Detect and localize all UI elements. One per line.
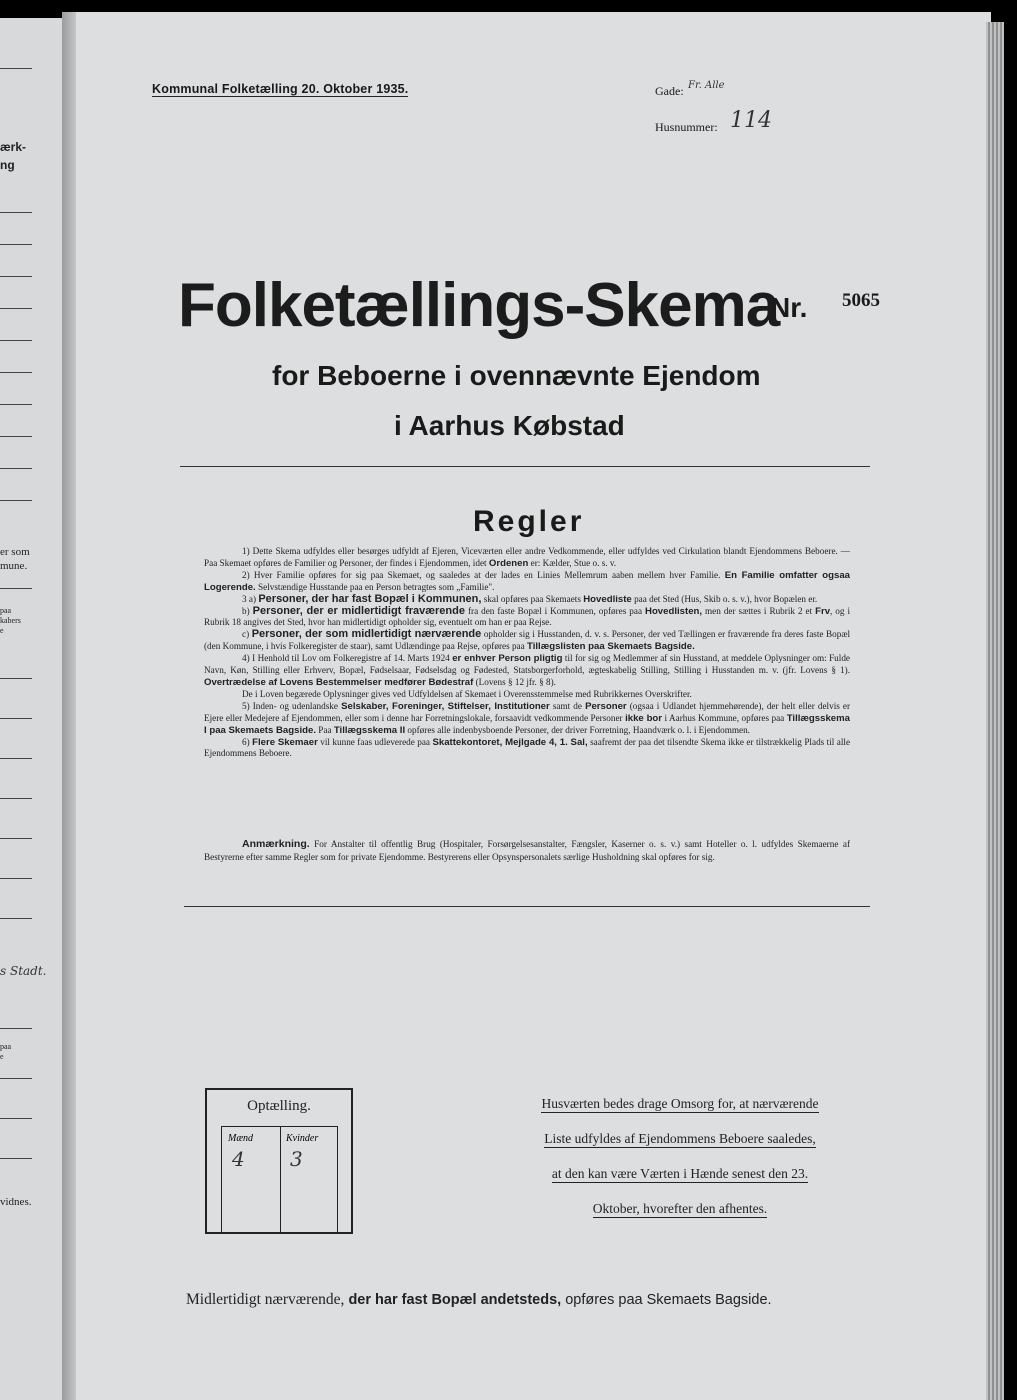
- landlord-note-line: Liste udfyldes af Ejendommens Beboere saaledes,: [544, 1131, 816, 1146]
- divider: [180, 466, 870, 467]
- left-rule: [0, 1158, 32, 1159]
- left-text: paa: [0, 1042, 12, 1051]
- left-text: vidnes.: [0, 1196, 32, 1208]
- left-rule: [0, 718, 32, 719]
- men-count: 4: [232, 1147, 245, 1171]
- left-rule: [0, 678, 32, 679]
- left-text: mune.: [0, 560, 28, 572]
- rules-text: 1) Dette Skema udfyldes eller besørges udfyldt af Ejeren, Viceværten eller andre Vedkommende, eller udfyldes ved Cirkulation blandt Ejendommens Beboere. — Paa Skemaet opføres de Familier og Personer, der findes i Ejendommen, idet Ordenen er: Kælder, Stue o. s. v. 2) Hver Familie opføres for sig paa Skemaet, og saaledes at der lades en Linies Mellemrum aaben mellem hver Familie. En Familie omfatter ogsaa Logerende. Selvstændige Husstande paa en Person betragtes som „Familie". 3 a) Personer, der har fast Bopæl i Kommunen, skal opføres paa Skemaets Hovedliste paa det Sted (Hus, Skib o. s. v.), hvor Bopælen er. b) Personer, der er midlertidigt fraværende fra den faste Bopæl i Kommunen, opføres paa Hovedlisten, men der sættes i Rubrik 2 et Frv, og i Rubrik 18 angives det Sted, hvor han midlertidigt opholder sig, eventuelt om han er paa Rejse. c) Personer, der som midlertidigt nærværende opholder sig i Husstanden, d. v. s. Personer, der ved Tællingen er fraværende fra deres faste Bopæl (den Kommune, i hvis Folkeregister de staar), samt Udlændinge paa Rejse, opføres paa Tillægslisten paa Skemaets Bagside. 4) I Henhold til Lov om Folkeregistre af 14. Marts 1924 er enhver Person pligtig til for sig og Medlemmer af sin Husstand, at meddele Oplysninger om: Fulde Navn, Køn, Stilling eller Erhverv, Bopæl, Fødselsaar, Fødselsdag og Fødested, Statsborgerforhold, ægteskabelig Stilling, Stilling i Husstanden m. v. (jfr. Lovens § 1). Overtrædelse af Lovens Bestemmelser medfører Bødestraf (Lovens § 12 jfr. § 8). De i Loven begærede Oplysninger gives ved Udfyldelsen af Skemaet i Overensstemmelse med Rubrikkernes Overskrifter. 5) Inden- og udenlandske Selskaber, Foreninger, Stiftelser, Institutioner samt de Personer (ogsaa i Udlandet hjemmehørende), der helt eller delvis er Ejere eller Medejere af Ejendommen, eller som i denne har Forretningslokale, forsaavidt vedkommende Personer ikke bor i Aarhus Kommune, opføres paa Tillægsskema I paa Skemaets Bagside. Paa Tillægsskema II opføres alle indenbysboende Personer, der driver Forretning, Haandværk o. l. i Ejendommen. 6) Flere Skemaer vil kunne faas udleverede paa Skattekontoret, Mejlgade 4, 1. Sal, saafremt der paa det tilsendte Skema ikke er tilstrækkelig Plads til alle Ejendommens Beboere.: [204, 546, 851, 759]
- left-rule: [0, 1118, 32, 1119]
- form-subtitle: for Beboerne i ovennævnte Ejendom: [272, 360, 761, 391]
- left-page-fragment: [0, 18, 66, 1400]
- landlord-note-line: Oktober, hvorefter den afhentes.: [592, 1201, 768, 1216]
- left-rule: [0, 1078, 32, 1079]
- left-rule: [0, 468, 32, 469]
- count-box-divider: [280, 1127, 281, 1233]
- form-number-label: Nr.: [770, 292, 808, 323]
- left-rule: [0, 436, 32, 437]
- form-title: Folketællings-Skema: [178, 271, 780, 340]
- left-rule: [0, 372, 32, 373]
- women-count: 3: [290, 1147, 303, 1171]
- left-rule: [0, 244, 32, 245]
- left-rule: [0, 68, 32, 69]
- left-text: paa: [0, 606, 12, 615]
- street-value: Fr. Alle: [688, 80, 725, 91]
- landlord-note-line: Husværten bedes drage Omsorg for, at nærværende: [541, 1096, 819, 1111]
- women-label: Kvinder: [286, 1133, 319, 1144]
- house-number-value: 114: [730, 108, 772, 133]
- divider: [184, 906, 870, 907]
- footer-instruction: Midlertidigt nærværende, der har fast Bopæl andetsteds, opføres paa Skemaets Bagside.: [186, 1291, 772, 1308]
- left-rule: [0, 340, 32, 341]
- left-rule: [0, 588, 32, 589]
- left-rule: [0, 1028, 32, 1029]
- left-text: ng: [0, 158, 15, 172]
- left-rule: [0, 212, 32, 213]
- left-rule: [0, 918, 32, 919]
- left-rule: [0, 404, 32, 405]
- count-box-grid: [221, 1126, 338, 1233]
- left-text: e: [0, 1052, 4, 1061]
- count-box: [205, 1088, 353, 1234]
- left-rule: [0, 798, 32, 799]
- left-rule: [0, 878, 32, 879]
- left-text: ærk-: [0, 140, 27, 154]
- men-label: Mænd: [228, 1133, 253, 1144]
- remark-label: Anmærkning.: [242, 838, 310, 850]
- left-text: kabers: [0, 616, 21, 625]
- page-stack-edge: [986, 22, 1004, 1400]
- form-number-value: 5065: [842, 290, 880, 311]
- remark-text: For Anstalter til offentlig Brug (Hospitaler, Forsørgelsesanstalter, Fængsler, Kaserner o. s. v.) samt Hoteller o. l. udfyldes Skemaerne af Bestyrerne efter samme Regler som for private Ejendomme. Bestyrerens eller Opsynspersonalets særlige Husholdning skal opføres for sig.: [204, 839, 851, 862]
- census-header-line: Kommunal Folketælling 20. Oktober 1935.: [152, 82, 409, 96]
- left-rule: [0, 758, 32, 759]
- left-text: e: [0, 626, 4, 635]
- count-box-title: Optælling.: [247, 1098, 311, 1114]
- street-label: Gade:: [655, 84, 684, 98]
- rules-heading: Regler: [473, 505, 585, 538]
- form-subtitle-city: i Aarhus Købstad: [394, 410, 625, 441]
- left-rule: [0, 276, 32, 277]
- left-text: er som: [0, 546, 30, 558]
- left-rule: [0, 500, 32, 501]
- remark-paragraph: [204, 838, 850, 863]
- left-rule: [0, 838, 32, 839]
- house-number-label: Husnummer:: [655, 120, 718, 134]
- left-handwriting: s Stadt.: [0, 964, 47, 978]
- landlord-note-line: at den kan være Værten i Hænde senest den 23.: [551, 1166, 809, 1181]
- left-rule: [0, 308, 32, 309]
